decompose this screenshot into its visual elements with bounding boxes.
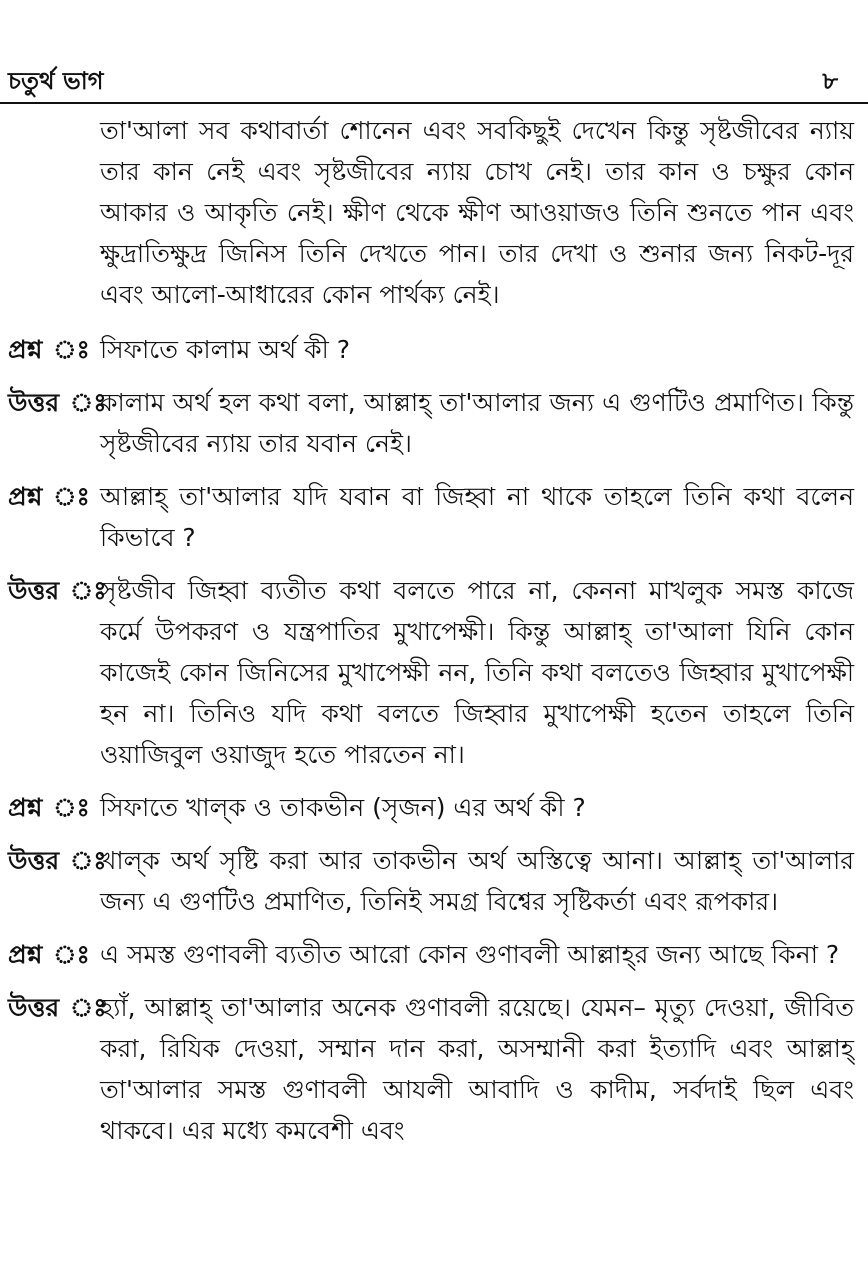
answer-block xyxy=(0,382,868,464)
answer-block xyxy=(0,840,868,922)
answer-text: খাল্‌ক অর্থ সৃষ্টি করা আর তাকভীন অর্থ অস্তিত্বে আনা। আল্লাহ্ তা'আলার জন্য এ গুণটিও প্রমাণিত, তিনিই সমগ্র বিশ্বের সৃষ্টিকর্তা এবং রূপকার। xyxy=(100,846,854,916)
answer-label: উত্তর ঃ xyxy=(8,576,107,605)
question-block xyxy=(0,787,868,828)
page-body xyxy=(0,110,868,1163)
answer-label: উত্তর ঃ xyxy=(8,993,107,1022)
question-block xyxy=(0,934,868,975)
question-label: প্রশ্ন ঃ xyxy=(8,940,90,969)
answer-label: উত্তর ঃ xyxy=(8,846,107,875)
answer-text: কালাম অর্থ হল কথা বলা, আল্লাহ্ তা'আলার জন্য এ গুণটিও প্রমাণিত। কিন্তু সৃষ্টজীবের ন্যায় তার যবান নেই। xyxy=(100,388,854,458)
question-text: এ সমস্ত গুণাবলী ব্যতীত আরো কোন গুণাবলী আল্লাহ্‌র জন্য আছে কিনা ? xyxy=(100,940,840,969)
page-header xyxy=(0,64,868,104)
answer-label: উত্তর ঃ xyxy=(8,388,107,417)
section-title: চতুর্থ ভাগ xyxy=(8,67,104,95)
question-label: প্রশ্ন ঃ xyxy=(8,793,90,822)
page-number: ৮ xyxy=(822,67,838,95)
question-text: সিফাতে খাল্‌ক ও তাকভীন (সৃজন) এর অর্থ কী ? xyxy=(100,793,586,822)
header-divider xyxy=(0,102,868,104)
intro-paragraph: তা'আলা সব কথাবার্তা শোনেন এবং সবকিছুই দেখেন কিন্তু সৃষ্টজীবের ন্যায় তার কান নেই এবং সৃষ্টজীবের ন্যায় চোখ নেই। তার কান ও চক্ষুর কোন আকার ও আকৃতি নেই। ক্ষীণ থেকে ক্ষীণ আওয়াজও তিনি শুনতে পান এবং ক্ষুদ্রাতিক্ষুদ্র জিনিস তিনি দেখতে পান। তার দেখা ও শুনার জন্য নিকট-দূর এবং আলো-আধারের কোন পার্থক্য নেই। xyxy=(100,116,854,309)
answer-block xyxy=(0,570,868,775)
answer-text: সৃষ্টজীব জিহ্বা ব্যতীত কথা বলতে পারে না, কেননা মাখলুক সমস্ত কাজে কর্মে উপকরণ ও যন্ত্রপাতির মুখাপেক্ষী। কিন্তু আল্লাহ্ তা'আলা যিনি কোন কাজেই কোন জিনিসের মুখাপেক্ষী নন, তিনি কথা বলতেও জিহ্বার মুখাপেক্ষী হন না। তিনিও যদি কথা বলতে জিহ্বার মুখাপেক্ষী হতেন তাহলে তিনি ওয়াজিবুল ওয়াজুদ হতে পারতেন না। xyxy=(100,576,854,769)
question-block xyxy=(0,329,868,370)
question-label: প্রশ্ন ঃ xyxy=(8,335,90,364)
question-text: সিফাতে কালাম অর্থ কী ? xyxy=(100,335,351,364)
question-block xyxy=(0,476,868,558)
answer-text: হ্যাঁ, আল্লাহ্ তা'আলার অনেক গুণাবলী রয়েছে। যেমন– মৃত্যু দেওয়া, জীবিত করা, রিযিক দেওয়া, সম্মান দান করা, অসম্মানী করা ইত্যাদি এবং আল্লাহ্ তা'আলার সমস্ত গুণাবলী আযলী আবাদি ও কাদীম, সর্বদাই ছিল এবং থাকবে। এর মধ্যে কমবেশী এবং xyxy=(100,993,854,1145)
question-label: প্রশ্ন ঃ xyxy=(8,482,90,511)
question-text: আল্লাহ্ তা'আলার যদি যবান বা জিহ্বা না থাকে তাহলে তিনি কথা বলেন কিভাবে ? xyxy=(100,482,854,552)
answer-block xyxy=(0,987,868,1151)
